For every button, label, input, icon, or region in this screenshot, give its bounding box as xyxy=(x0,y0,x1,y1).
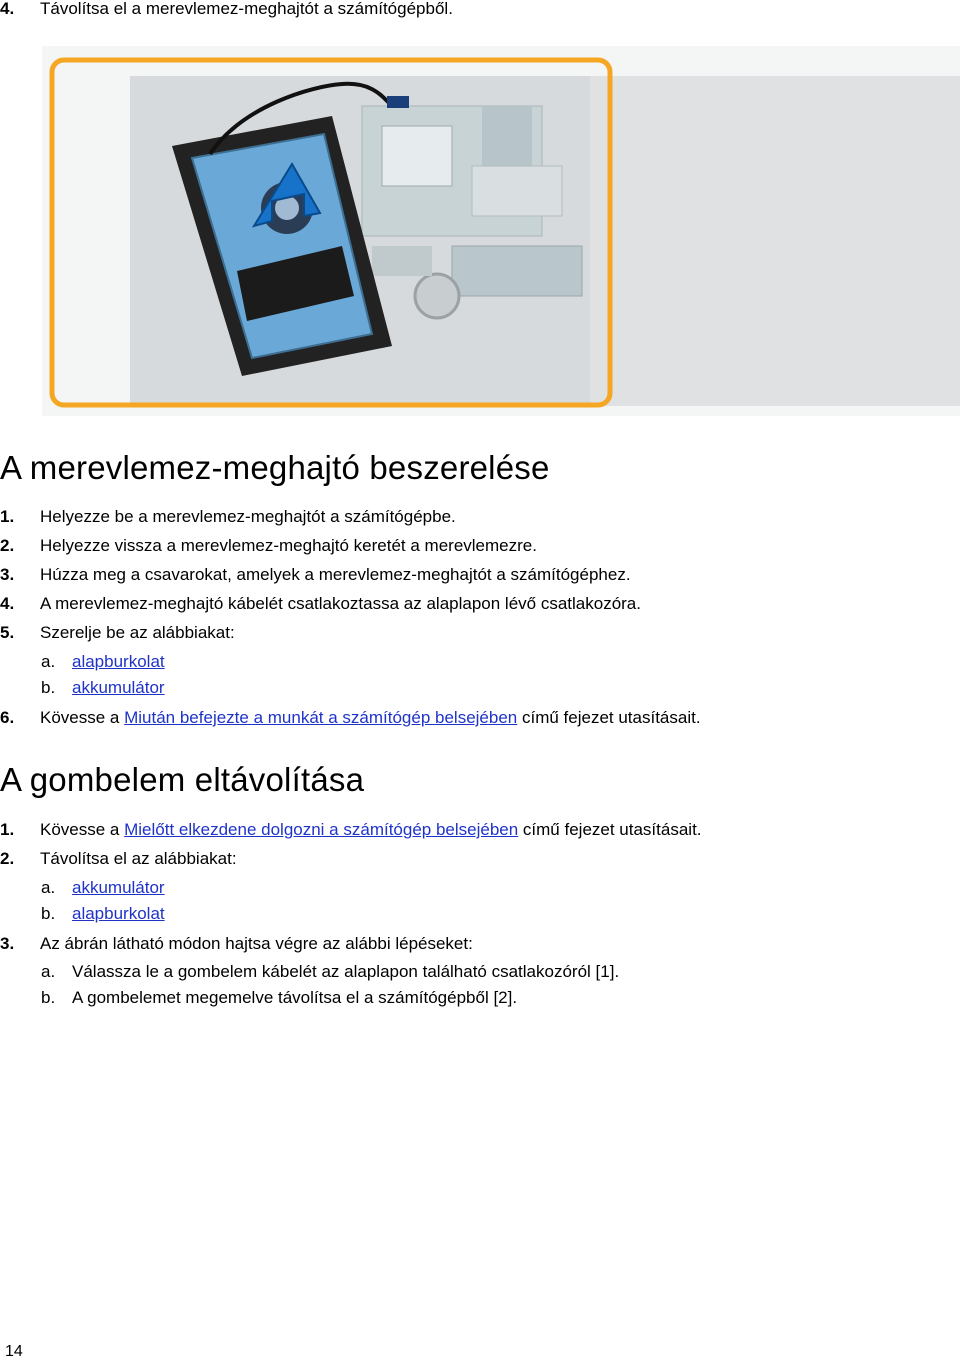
step-number: 1. xyxy=(0,820,15,839)
link-akkumulator[interactable]: akkumulátor xyxy=(72,678,165,697)
step-text: Helyezze be a merevlemez-meghajtót a számítógépbe. xyxy=(40,507,456,526)
install-step-5 xyxy=(0,622,235,644)
step-4-remove-drive xyxy=(0,0,453,20)
step-number: 3. xyxy=(0,565,15,584)
step-number: 4. xyxy=(0,0,15,18)
step-text: Szerelje be az alábbiakat: xyxy=(40,623,235,642)
step-number: 3. xyxy=(0,934,15,953)
install-step-3 xyxy=(0,564,631,586)
link-akkumulator[interactable]: akkumulátor xyxy=(72,878,165,897)
remove-step-1 xyxy=(0,819,702,841)
remove-step3-substep-b xyxy=(41,987,517,1009)
remove-substep-a xyxy=(41,877,165,899)
remove-substep-b xyxy=(41,903,165,925)
remove-step-3 xyxy=(0,933,473,955)
substep-letter: a. xyxy=(41,962,56,981)
link-before-work[interactable]: Mielőtt elkezdene dolgozni a számítógép belsejében xyxy=(124,820,519,839)
hard-drive-removal-figure xyxy=(42,46,960,416)
section-title-install-drive: A merevlemez-meghajtó beszerelése xyxy=(0,449,550,486)
remove-step3-substep-a xyxy=(41,961,619,983)
step-text: Távolítsa el az alábbiakat: xyxy=(40,849,237,868)
step-number: 5. xyxy=(0,623,15,642)
step-text-post: című fejezet utasításait. xyxy=(518,820,702,839)
install-substep-b xyxy=(41,677,165,699)
laptop-base xyxy=(130,76,960,406)
install-step-6 xyxy=(0,707,701,729)
substep-text: A gombelemet megemelve távolítsa el a számítógépből [2]. xyxy=(72,988,518,1007)
link-alapburkolat[interactable]: alapburkolat xyxy=(72,904,165,923)
install-substep-a xyxy=(41,651,165,673)
step-text: A merevlemez-meghajtó kábelét csatlakoztassa az alaplapon lévő csatlakozóra. xyxy=(40,594,641,613)
install-step-1 xyxy=(0,506,456,528)
substep-text: Válassza le a gombelem kábelét az alaplapon található csatlakozóról [1]. xyxy=(72,962,620,981)
step-text-pre: Kövesse a xyxy=(40,708,125,727)
link-after-work[interactable]: Miután befejezte a munkát a számítógép belsejében xyxy=(124,708,518,727)
substep-letter: b. xyxy=(41,678,56,697)
step-text-post: című fejezet utasításait. xyxy=(517,708,701,727)
remove-step-2 xyxy=(0,848,237,870)
substep-letter: b. xyxy=(41,988,56,1007)
step-number: 6. xyxy=(0,708,15,727)
substep-letter: a. xyxy=(41,878,56,897)
substep-letter: a. xyxy=(41,652,56,671)
step-number: 4. xyxy=(0,594,15,613)
step-number: 2. xyxy=(0,536,15,555)
step-text: Helyezze vissza a merevlemez-meghajtó keretét a merevlemezre. xyxy=(40,536,537,555)
substep-letter: b. xyxy=(41,904,56,923)
step-text: Távolítsa el a merevlemez-meghajtót a számítógépből. xyxy=(40,0,453,18)
step-text-pre: Kövesse a xyxy=(40,820,125,839)
laptop-illustration xyxy=(42,46,960,416)
section-title-remove-coin-cell: A gombelem eltávolítása xyxy=(0,761,365,798)
step-text: Húzza meg a csavarokat, amelyek a merevlemez-meghajtót a számítógéphez. xyxy=(40,565,631,584)
page-number: 14 xyxy=(5,1343,23,1360)
link-alapburkolat[interactable]: alapburkolat xyxy=(72,652,165,671)
install-step-4 xyxy=(0,593,641,615)
step-number: 2. xyxy=(0,849,15,868)
install-step-2 xyxy=(0,535,537,557)
step-text: Az ábrán látható módon hajtsa végre az alábbi lépéseket: xyxy=(40,934,473,953)
step-number: 1. xyxy=(0,507,15,526)
